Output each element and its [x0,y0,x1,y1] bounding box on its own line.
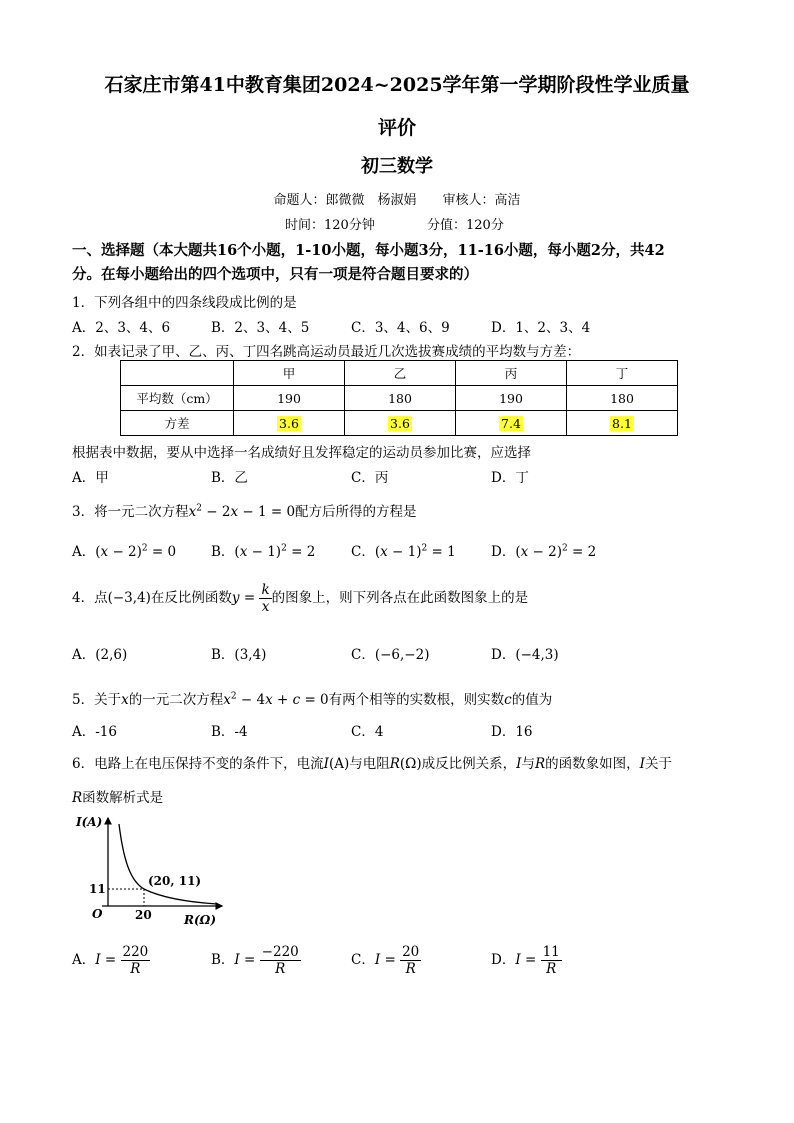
table-header-ding: 丁 [567,361,678,386]
q2-option-c: C．丙 [351,470,389,486]
point-label: (20, 11) [148,874,202,888]
table-cell-variance-ding [567,411,678,436]
q3-option-d: D．$(x - 2)^2 = 2$ [491,543,597,560]
q6-option-c: C．I = $\frac{20}{R}$ [351,944,420,977]
q5-stem: 5．关于x的一元二次方程$x^2 - 4x + c = 0$有两个相等的实数根，则实数c的值为 [72,691,553,708]
q3-option-c: C．$(x - 1)^2 = 1$ [351,543,456,560]
table-row-mean-label: 平均数（cm） [121,386,234,411]
q2-option-d: D．丁 [491,470,529,486]
q2-option-b: B．乙 [211,470,248,486]
q3-stem-prefix: 3．将一元二次方程 [72,504,189,520]
exam-time: 时间：120分钟 [285,218,375,233]
variance-ding-value: 8.1 [612,415,632,431]
q6-stem-line2: R函数解析式是 [72,790,164,806]
table-header-bing: 丙 [456,361,567,386]
table-header-blank [121,361,234,386]
exam-title-line2: 评价 [377,117,416,139]
q3-stem [72,500,417,520]
q5-option-d: D．16 [491,724,533,740]
origin-label: O [92,907,103,921]
q1-option-b: B．2、3、4、5 [211,320,310,336]
exam-score: 分值：120分 [427,218,504,233]
q4-fraction: $\frac{k}{x}$ [261,582,270,615]
q4-point: (−3,4) [107,590,151,606]
q2-followup: 根据表中数据，要从中选择一名成绩好且发挥稳定的运动员参加比赛，应选择 [72,445,531,461]
x-axis-label: R(Ω) [184,913,217,927]
exam-title-line1: 石家庄市第41中教育集团2024~2025学年第一学期阶段性学业质量 [104,74,690,96]
authors-line: 命题人：郎微微 杨淑娟 审核人：高洁 [273,193,521,208]
q2-table [120,360,678,436]
subject-title: 初三数学 [361,156,433,177]
table-header-jia: 甲 [234,361,345,386]
table-cell-mean-ding: 180 [567,386,678,411]
q4-option-c: C．(−6,−2) [351,647,430,663]
table-cell-variance-bing [456,411,567,436]
variance-bing-value: 7.4 [501,415,521,431]
section-heading-line2: 分。在每小题给出的四个选项中，只有一项是符合题目要求的） [72,266,478,283]
table-cell-variance-jia [234,411,345,436]
q5-option-b: B．-4 [211,724,248,740]
variance-jia-value: 3.6 [279,415,299,431]
q4-option-d: D．(−4,3) [491,647,559,663]
variance-yi-value: 3.6 [390,415,410,431]
y-axis-label: I(A) [76,815,103,829]
q1-option-d: D．1、2、3、4 [491,320,591,336]
table-row-variance-label: 方差 [121,411,234,436]
q1-option-c: C．3、4、6、9 [351,320,450,336]
x-tick-20: 20 [135,908,152,922]
q3-option-b: B．$(x - 1)^2 = 2$ [211,543,316,560]
q3-stem-suffix: 配方后所得的方程是 [295,504,417,520]
q1-option-a: A．2、3、4、6 [72,320,171,336]
q6-stem-line1: 6．电路上在电压保持不变的条件下，电流I(A)与电阻R(Ω)成反比例关系，I与R的函数象如图，I关于 [72,756,672,772]
q6-option-a: A．I = $\frac{220}{R}$ [72,944,149,977]
q4-option-a: A．(2,6) [72,647,128,663]
inverse-curve [119,824,217,904]
y-tick-11: 11 [89,882,106,896]
q4-stem: 4．点(−3,4)在反比例函数y = $\frac{k}{x}$ 的图象上，则下列各点在此函数图象上的是 [72,582,529,615]
q4-option-b: B．(3,4) [211,647,267,663]
q3-option-a: A．$(x - 2)^2 = 0$ [72,543,177,560]
q5-option-c: C．4 [351,724,384,740]
q6-option-d: D．I = $\frac{11}{R}$ [491,944,560,977]
q2-stem: 2．如表记录了甲、乙、丙、丁四名跳高运动员最近几次选拔赛成绩的平均数与方差： [72,344,581,360]
table-cell-mean-bing: 190 [456,386,567,411]
table-cell-mean-jia: 190 [234,386,345,411]
q5-option-a: A．-16 [72,724,117,740]
q6-option-b: B．I = $\frac{-220}{R}$ [211,944,299,977]
q2-option-a: A．甲 [72,470,109,486]
table-header-yi: 乙 [345,361,456,386]
q3-equation: $x^2 - 2x - 1 = 0$ [188,503,296,520]
q1-stem: 1．下列各组中的四条线段成比例的是 [72,295,297,311]
q6-graph [72,810,232,930]
table-cell-mean-yi: 180 [345,386,456,411]
section-heading-line1: 一、选择题（本大题共16个小题，1-10小题，每小题3分，11-16小题，每小题2分，共42 [72,242,665,259]
table-cell-variance-yi [345,411,456,436]
